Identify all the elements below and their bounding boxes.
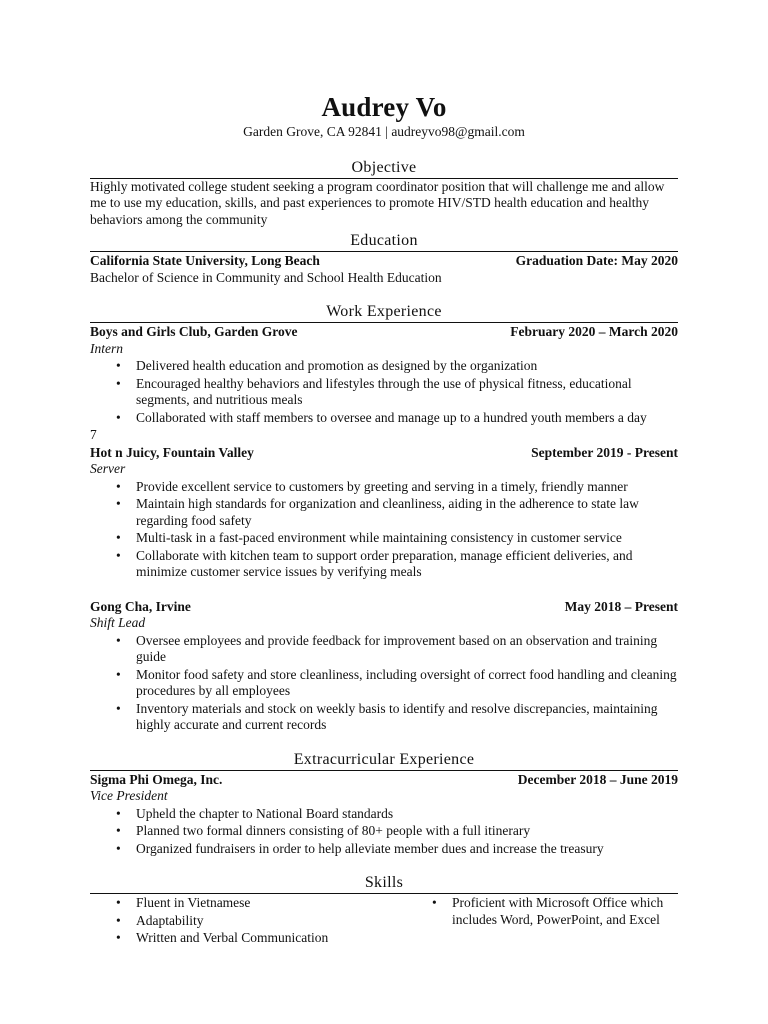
stray-character: 7 [90,427,97,442]
section-divider [90,322,678,323]
skills-column-left [90,894,406,948]
skills-columns [90,894,678,948]
list-item: • Provide excellent service to customers by greeting and serving in a timely, friendly manner [136,479,678,496]
objective-text: Highly motivated college student seeking a program coordinator position that will challenge me and allow me to use my education, skills, and past experiences to promote HIV/STD health education and healthy behaviors among the community [90,178,665,227]
job-date: February 2020 – March 2020 [510,324,678,339]
job-bullets [90,633,678,734]
applicant-name: Audrey Vo [321,92,447,122]
job-header-row [90,445,678,462]
job-role: Intern [90,340,123,356]
section-title-extracurricular: Extracurricular Experience [293,750,475,768]
skills-list-left [90,895,406,947]
work-section [90,303,678,734]
list-item: • Multi-task in a fast-paced environment while maintaining consistency in customer service [136,530,678,547]
section-divider [90,770,678,771]
job-role: Server [90,461,126,476]
extracurricular-bullets [90,806,678,858]
list-item: • Inventory materials and stock on weekly basis to identify and resolve discrepancies, maintaining highly accurate and current records [136,701,678,734]
job-role: Shift Lead [90,615,146,630]
job-header-row [90,324,678,341]
job-entry [90,445,678,581]
extracurricular-section [90,751,678,858]
extracurricular-date: December 2018 – June 2019 [517,771,678,787]
section-title-education: Education [350,232,418,249]
list-item: • Organized fundraisers in order to help alleviate member dues and increase the treasury [136,841,678,858]
list-item: • Upheld the chapter to National Board standards [136,806,678,823]
section-title-work: Work Experience [326,303,442,320]
extracurricular-header-row [90,772,678,789]
job-entry [90,324,678,444]
section-title-skills: Skills [364,874,404,891]
list-item: • Proficient with Microsoft Office which includes Word, PowerPoint, and Excel [452,895,678,928]
list-item: • Encouraged healthy behaviors and lifestyles through the use of physical fitness, educational segments, and nutritious meals [136,376,678,409]
school-name: California State University, Long Beach [90,253,320,268]
job-org: Gong Cha, Irvine [90,598,191,614]
list-item: • Delivered health education and promotion as designed by the organization [136,358,678,375]
extracurricular-role: Vice President [90,788,168,803]
list-item: • Adaptability [136,913,406,930]
job-date: September 2019 - Present [531,444,678,460]
job-bullets [90,479,678,581]
job-org: Hot n Juicy, Fountain Valley [90,444,254,460]
skills-column-right [406,894,678,948]
spacer [90,582,678,598]
list-item: • Collaborate with kitchen team to support order preparation, manage efficient deliveries, and minimize customer service issues by verifying meals [136,548,678,581]
section-title-objective: Objective [351,158,417,176]
skills-list-right [406,895,678,928]
resume-content [90,92,678,948]
objective-section [90,159,678,229]
job-header-row [90,599,678,616]
job-org: Boys and Girls Club, Garden Grove [90,324,298,339]
extracurricular-org: Sigma Phi Omega, Inc. [90,771,223,787]
job-bullets [90,358,678,426]
education-section [90,232,678,286]
contact-info: Garden Grove, CA 92841 | audreyvo98@gmail.com [243,124,525,139]
graduation-date: Graduation Date: May 2020 [515,253,678,268]
job-entry [90,599,678,734]
list-item: • Maintain high standards for organization and cleanliness, aiding in the adherence to state law regarding food safety [136,496,678,529]
degree: Bachelor of Science in Community and School Health Education [90,269,442,285]
list-item: • Collaborated with staff members to oversee and manage up to a hundred youth members a day [136,410,678,427]
list-item: • Monitor food safety and store cleanliness, including oversight of correct food handling and cleaning procedures by all employees [136,667,678,700]
list-item: • Oversee employees and provide feedback for improvement based on an observation and training guide [136,633,678,666]
education-header-row [90,253,678,270]
list-item: • Planned two formal dinners consisting of 80+ people with a full itinerary [136,823,678,840]
section-divider [90,251,678,252]
list-item: • Written and Verbal Communication [136,930,406,947]
skills-section [90,874,678,948]
list-item: • Fluent in Vietnamese [136,895,406,912]
job-date: May 2018 – Present [564,598,678,614]
